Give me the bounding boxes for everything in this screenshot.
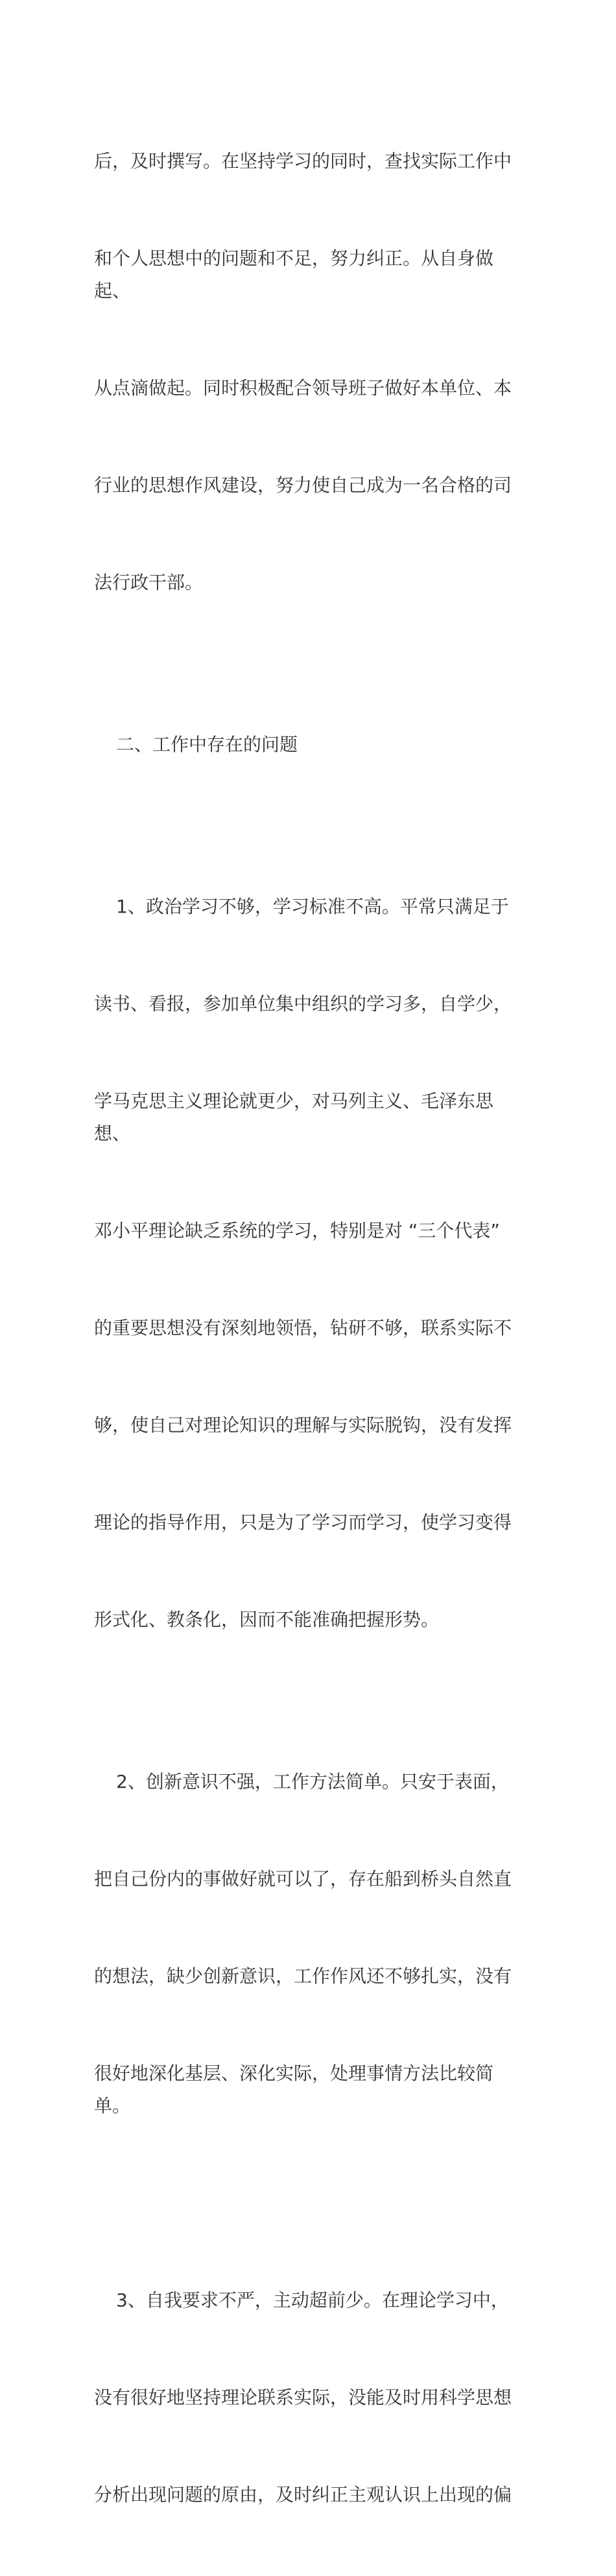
text-line: 2、创新意识不强，工作方法简单。只安于表面，	[116, 1771, 509, 1792]
paragraph-problem-1	[94, 826, 528, 1701]
text-line: 和个人思想中的问题和不足，努力纠正。从自身做起、	[94, 248, 494, 301]
text-line: 行业的思想作风建设，努力使自己成为一名合格的司	[94, 474, 512, 496]
text-line: 1、政治学习不够，学习标准不高。平常只满足于	[116, 896, 509, 917]
text-line: 法行政干部。	[94, 572, 204, 593]
paragraph-problem-3	[94, 2219, 528, 2576]
text-line: 3、自我要求不严，主动超前少。在理论学习中，	[116, 2289, 509, 2311]
heading-line: 二、工作中存在的问题	[116, 734, 298, 755]
document-body	[94, 80, 528, 2576]
text-line: 没有很好地坚持理论联系实际，没能及时用科学思想	[94, 2387, 512, 2408]
text-line: 邓小平理论缺乏系统的学习，特别是对 “三个代表”	[94, 1220, 500, 1241]
paragraph-problem-2	[94, 1701, 528, 2187]
paragraph-study-continuation	[94, 80, 528, 664]
section-heading-problems	[94, 664, 528, 826]
text-line: 从点滴做起。同时积极配合领导班子做好本单位、本	[94, 377, 512, 399]
text-line: 读书、看报，参加单位集中组织的学习多，自学少，	[94, 993, 512, 1014]
text-line: 形式化、教条化，因而不能准确把握形势。	[94, 1609, 440, 1630]
text-line: 很好地深化基层、深化实际，处理事情方法比较简单。	[94, 2063, 494, 2116]
text-line: 的重要思想没有深刻地领悟，钻研不够，联系实际不	[94, 1317, 512, 1339]
text-line: 够，使自己对理论知识的理解与实际脱钩，没有发挥	[94, 1414, 512, 1436]
text-line: 的想法，缺少创新意识，工作作风还不够扎实，没有	[94, 1965, 512, 1987]
text-line: 把自己份内的事做好就可以了，存在船到桥头自然直	[94, 1868, 512, 1890]
text-line: 理论的指导作用，只是为了学习而学习，使学习变得	[94, 1512, 512, 1533]
text-line: 学马克思主义理论就更少，对马列主义、毛泽东思想、	[94, 1090, 494, 1144]
text-line: 分析出现问题的原由，及时纠正主观认识上出现的偏	[94, 2484, 512, 2505]
paragraph-spacer	[94, 2187, 528, 2219]
text-line: 后，及时撰写。在坚持学习的同时，查找实际工作中	[94, 150, 512, 172]
